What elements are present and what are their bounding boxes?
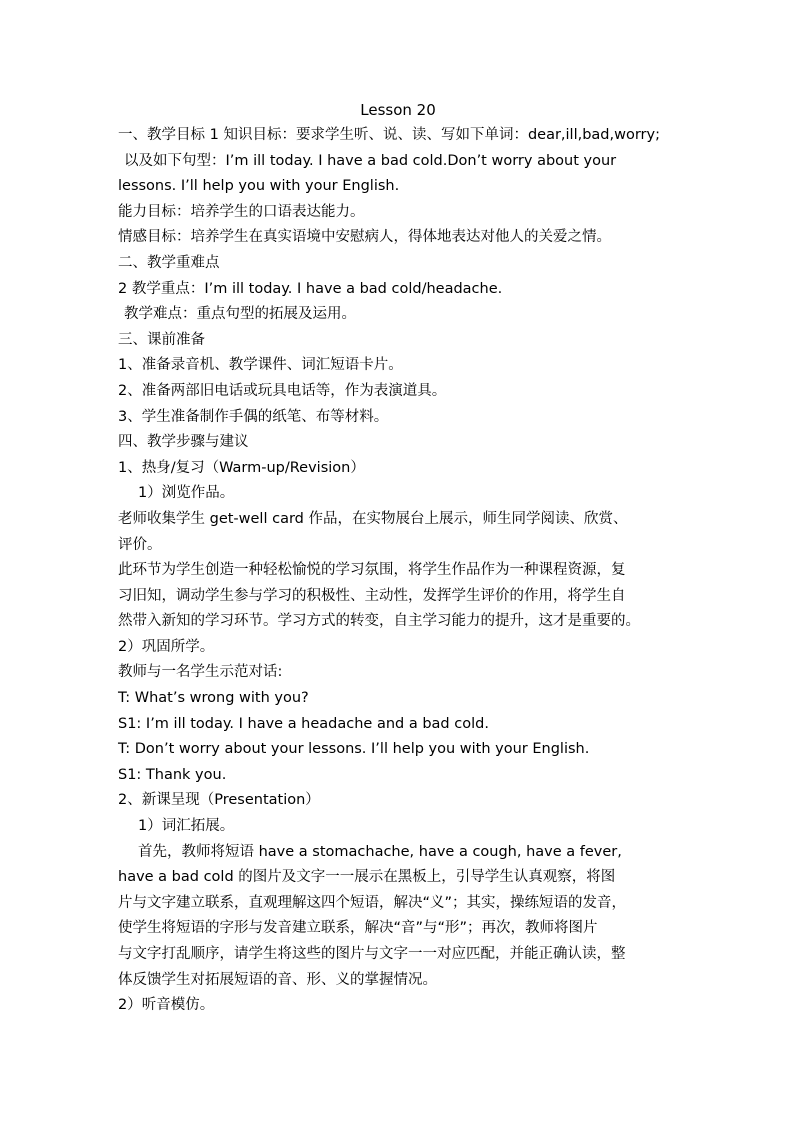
text-line: 老师收集学生 get-well card 作品，在实物展台上展示，师生同学阅读、欣赏、 — [118, 510, 628, 527]
text-line: 习旧知，调动学生参与学习的积极性、主动性，发挥学生评价的作用，将学生自 — [118, 587, 626, 604]
text-line: 教学难点：重点句型的拓展及运用。 — [124, 306, 356, 323]
text-line: 2、准备两部旧电话或玩具电话等，作为表演道具。 — [118, 382, 447, 399]
dialogue-line: S1: I’m ill today. I have a headache and a bad cold. — [118, 715, 489, 732]
text-line: 评价。 — [118, 536, 162, 553]
text-line: 一、教学目标 1 知识目标：要求学生听、说、读、写如下单词：dear,ill,bad,worry; — [118, 127, 660, 143]
text-line: 此环节为学生创造一种轻松愉悦的学习氛围，将学生作品作为一种课程资源，复 — [118, 562, 626, 579]
text-line: 2、新课呈现（Presentation） — [118, 792, 320, 809]
text-line: 1、准备录音机、教学课件、词汇短语卡片。 — [118, 357, 403, 374]
dialogue-line: S1: Thank you. — [118, 766, 227, 783]
text-line: 首先，教师将短语 have a stomachache, have a cough, have a fever, — [138, 843, 622, 860]
document-title: Lesson 20 — [360, 101, 436, 119]
text-line: 1）词汇拓展。 — [138, 818, 235, 835]
text-line: 2 教学重点：I’m ill today. I have a bad cold/headache. — [118, 280, 503, 297]
section-heading: 二、教学重难点 — [118, 254, 220, 271]
text-line: have a bad cold 的图片及文字一一展示在黑板上，引导学生认真观察，将图 — [118, 869, 616, 886]
text-line: 能力目标：培养学生的口语表达能力。 — [118, 203, 365, 220]
text-line: 情感目标：培养学生在真实语境中安慰病人，得体地表达对他人的关爱之情。 — [118, 229, 611, 246]
dialogue-line: T: What’s wrong with you? — [118, 690, 309, 707]
text-line: 使学生将短语的字形与发音建立联系，解决“音”与“形”；再次，教师将图片 — [118, 920, 598, 937]
section-heading: 四、教学步骤与建议 — [118, 434, 249, 451]
text-line: 体反馈学生对拓展短语的音、形、义的掌握情况。 — [118, 971, 437, 988]
text-line: 3、学生准备制作手偶的纸笔、布等材料。 — [118, 408, 389, 425]
text-line: 然带入新知的学习环节。学习方式的转变，自主学习能力的提升，这才是重要的。 — [118, 613, 640, 630]
text-line: 2）巩固所学。 — [118, 638, 215, 655]
text-line: 教师与一名学生示范对话: — [118, 664, 283, 681]
section-heading: 三、课前准备 — [118, 331, 205, 348]
document-page — [118, 98, 678, 1019]
text-line: 片与文字建立联系，直观理解这四个短语，解决“义”；其实，操练短语的发音， — [118, 894, 627, 911]
text-line: 1）浏览作品。 — [138, 485, 235, 502]
text-line: 1、热身/复习（Warm-up/Revision） — [118, 459, 365, 476]
text-line: 以及如下句型：I’m ill today. I have a bad cold.Don’t worry about your — [124, 152, 617, 169]
text-line: 2）听音模仿。 — [118, 997, 215, 1014]
text-line: 与文字打乱顺序，请学生将这些的图片与文字一一对应匹配，并能正确认读，整 — [118, 946, 626, 962]
dialogue-line: T: Don’t worry about your lessons. I’ll help you with your English. — [118, 741, 590, 758]
text-line: lessons. I’ll help you with your English. — [118, 178, 400, 195]
